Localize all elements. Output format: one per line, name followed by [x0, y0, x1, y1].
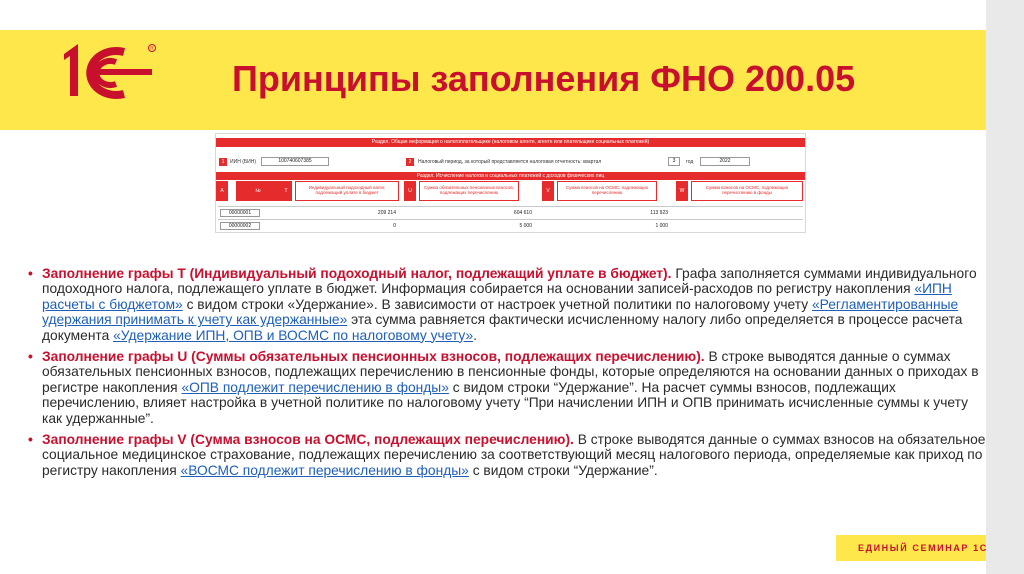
bullet-heading: Заполнение графы V (Сумма взносов на ОСМС, подлежащих перечислению).	[42, 432, 574, 448]
bullet-text: с видом строки «Удержание». В зависимости от настроек учетной политики по налоговому учету	[182, 296, 812, 312]
row2-t: 0	[393, 223, 396, 229]
row-separator	[218, 219, 803, 220]
bullet-graph-v	[28, 432, 990, 478]
bullet-text: .	[473, 327, 477, 343]
field2-label: Налоговый период, за который представляется налоговая отчетность: квартал	[418, 159, 602, 165]
row1-v: 113 923	[650, 210, 668, 216]
bullet-text: с видом строки “Удержание”. На расчет суммы взносов, подлежащих перечислению, влияет настройка в учетной политике по налоговому учету “При начислении ИПН и ОПВ принимать исчисленные суммы к учету как удержанные”.	[42, 379, 968, 426]
col-letter-v: V	[542, 181, 554, 201]
row2-num: 00000002	[220, 222, 260, 230]
col-letter-u: U	[404, 181, 416, 201]
col-w-header: Сумма взносов на ОСМС, подлежащих перечислению в фонды	[691, 181, 803, 201]
link-vosms-podlezhit[interactable]: «ВОСМС подлежит перечислению в фонды»	[180, 462, 469, 478]
svg-text:R: R	[150, 45, 154, 51]
field3-value: 3	[668, 157, 680, 166]
col-a-header: №	[236, 181, 280, 201]
row2-v: 1 000	[655, 223, 668, 229]
row-separator	[218, 206, 803, 207]
link-uderzhanie-ipn[interactable]: «Удержание ИПН, ОПВ и ВОСМС по налоговому учету»	[113, 327, 474, 343]
bullet-text: Графа заполняется суммами индивидуального подоходного налога, подлежащего уплате в бюджет. Информация собирается на основании записей-расходов по регистру накопления	[42, 266, 977, 297]
bullet-text: эта сумма равняется фактически исчисленному налогу либо определяется в процессе расчета документа	[42, 312, 963, 343]
bullet-heading: Заполнение графы T (Индивидуальный подоходный налог, подлежащий уплате в бюджет).	[42, 266, 672, 281]
field1-value: 100740607385	[261, 157, 329, 166]
form-excerpt	[215, 133, 806, 233]
section1-caption: Раздел. Общая информация о налогоплательщике (налоговом агенте, агенте или плательщике социальных платежей)	[216, 138, 805, 147]
bullet-list	[28, 266, 990, 484]
col-letter-a: A	[216, 181, 228, 201]
row2-u: 5 000	[519, 223, 532, 229]
bullet-text: В строке выводятся данные о суммах взносов на обязательное социальное медицинское страхование, подлежащих перечислению за соответствующий месяц налогового периода, определяемые как приход по регистру накопления	[42, 432, 986, 478]
1c-logo	[58, 40, 158, 104]
bullet-text: с видом строки “Удержание”.	[468, 462, 658, 478]
footer-badge	[836, 535, 986, 561]
col-t-header: Индивидуальный подоходный налог, подлежащий уплате в бюджет	[295, 181, 399, 201]
bullet-heading: Заполнение графы U (Суммы обязательных пенсионных взносов, подлежащих перечислению).	[42, 349, 705, 365]
link-ipn-raschety[interactable]: «ИПН расчеты с бюджетом»	[42, 281, 952, 312]
page-title: Принципы заполнения ФНО 200.05	[232, 58, 856, 99]
field1-label: ИИН (БИН)	[230, 159, 257, 165]
bullet-graph-u	[28, 349, 990, 426]
field3-label: год	[686, 159, 694, 165]
right-edge-panel	[986, 0, 1024, 574]
bullet-graph-t	[28, 266, 990, 343]
section2-caption: Раздел. Исчисление налогов и социальных платежей с доходов физических лиц	[216, 172, 805, 180]
col-v-header: Сумма взносов на ОСМС, подлежащих перечислению	[557, 181, 657, 201]
col-u-header: Сумма обязательных пенсионных взносов, подлежащих перечислению	[419, 181, 519, 201]
row1-u: 604 610	[513, 210, 532, 216]
footer-text: ЕДИНЫЙ СЕМИНАР 1С	[858, 543, 988, 553]
row1-num: 00000001	[220, 209, 260, 217]
field4-value: 2022	[700, 157, 750, 166]
link-opv-podlezhit[interactable]: «ОПВ подлежит перечислению в фонды»	[181, 379, 449, 395]
link-reglament-uderzhaniya[interactable]: «Регламентированные удержания принимать к учету как удержанные»	[42, 296, 959, 328]
row1-t: 209 214	[377, 210, 396, 216]
bullet-text: В строке выводятся данные о суммах обязательных пенсионных взносов, подлежащих перечислению в пенсионные фонды, которые определяются на основании данных о приходах в регистре накопления	[42, 349, 979, 395]
col-letter-w: W	[676, 181, 688, 201]
col-letter-t: T	[280, 181, 292, 201]
field2-num: 2	[406, 158, 414, 166]
field1-num: 1	[219, 158, 227, 166]
